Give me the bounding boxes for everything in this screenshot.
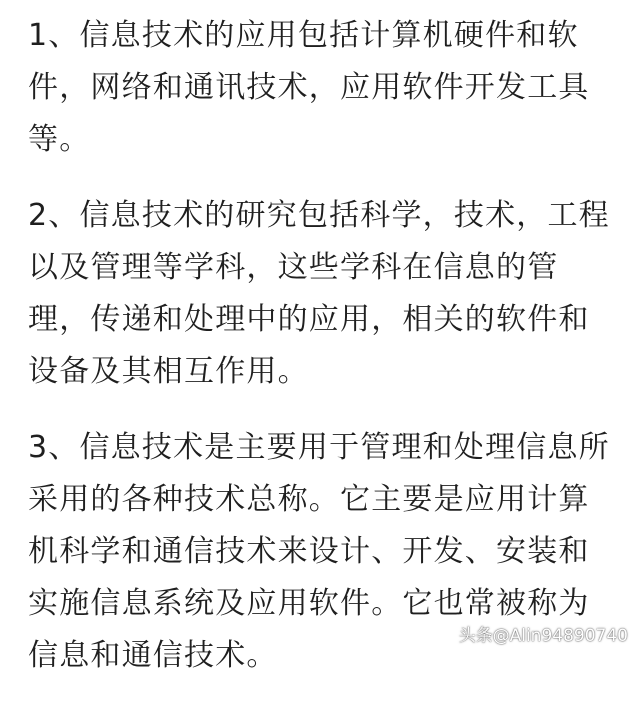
paragraph-line: 实施信息系统及应用软件。它也常被称为 <box>28 586 590 621</box>
article-body <box>28 10 628 706</box>
paragraph-line: 信息和通信技术。 <box>28 638 278 673</box>
paragraph-line: 2、信息技术的研究包括科学，技术，工程 <box>28 198 610 233</box>
paragraph-line: 以及管理等学科，这些学科在信息的管 <box>28 250 559 285</box>
paragraph-line: 机科学和通信技术来设计、开发、安装和 <box>28 534 590 569</box>
paragraph-line: 设备及其相互作用。 <box>28 354 309 389</box>
paragraph-line: 3、信息技术是主要用于管理和处理信息所 <box>28 430 610 465</box>
paragraph-line: 等。 <box>28 122 91 157</box>
paragraph-line: 理，传递和处理中的应用，相关的软件和 <box>28 302 590 337</box>
paragraph-line: 采用的各种技术总称。它主要是应用计算 <box>28 482 590 517</box>
paragraph-2 <box>28 190 628 398</box>
paragraph-line: 件，网络和通讯技术，应用软件开发工具 <box>28 70 590 105</box>
paragraph-1 <box>28 10 628 166</box>
watermark: 头条@Alin94890740 <box>458 626 628 646</box>
paragraph-line: 1、信息技术的应用包括计算机硬件和软 <box>28 18 579 53</box>
